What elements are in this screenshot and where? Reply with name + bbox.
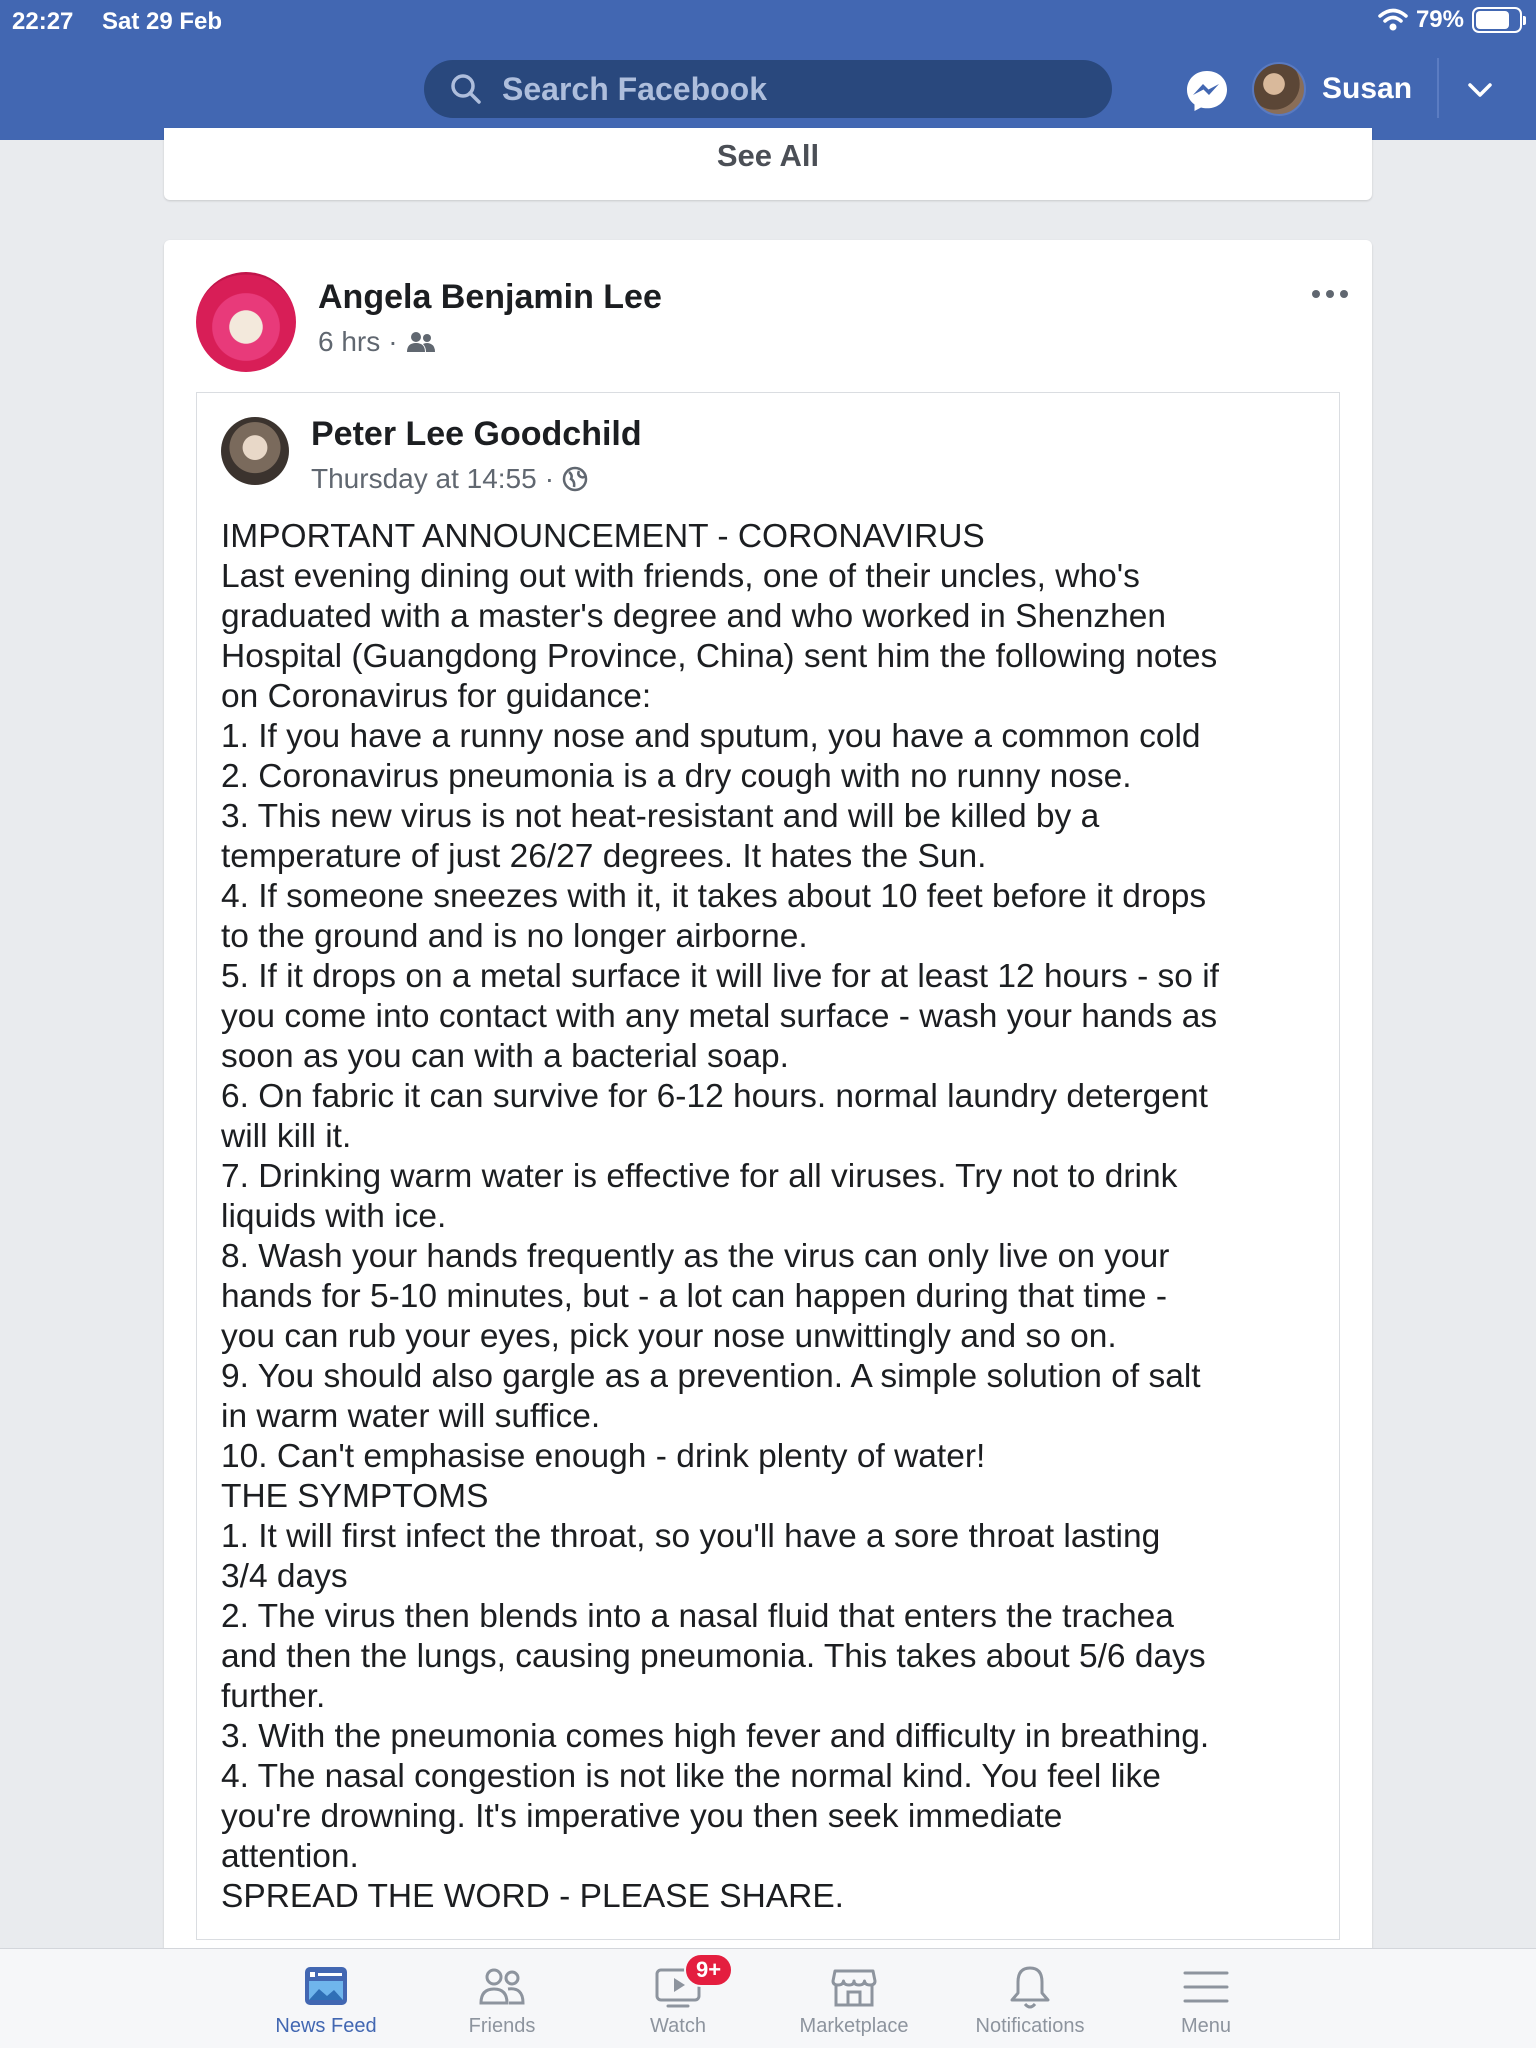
shared-time[interactable]: Thursday at 14:55 <box>311 463 537 494</box>
news-feed-icon <box>302 1963 350 2011</box>
menu-icon <box>1182 1963 1230 2011</box>
messenger-icon[interactable] <box>1184 68 1230 114</box>
tab-label: Menu <box>1180 2015 1232 2037</box>
post-text-line: will kill it. <box>221 1118 352 1155</box>
search-bar[interactable] <box>424 60 1112 118</box>
more-options-icon[interactable] <box>1310 286 1350 302</box>
shared-meta <box>311 463 588 495</box>
post-text-line: 5. If it drops on a metal surface it will live for at least 12 hours - so if <box>221 958 1219 995</box>
tab-label: News Feed <box>275 2015 377 2037</box>
tab-label: Friends <box>468 2015 536 2037</box>
battery-percent: 79% <box>1415 6 1464 33</box>
user-name[interactable]: Susan <box>1322 72 1413 105</box>
search-icon <box>448 71 484 107</box>
post-text-line: 1. If you have a runny nose and sputum, you have a common cold <box>221 718 1201 755</box>
post-text-line: 2. The virus then blends into a nasal fluid that enters the trachea <box>221 1598 1174 1635</box>
tab-label: Marketplace <box>799 2015 909 2037</box>
chevron-down-icon[interactable] <box>1466 76 1494 104</box>
post-text-line: 7. Drinking warm water is effective for all viruses. Try not to drink <box>221 1158 1178 1195</box>
shared-post[interactable] <box>196 392 1340 1940</box>
post-text-line: to the ground and is no longer airborne. <box>221 918 808 955</box>
tab-marketplace[interactable] <box>766 1963 942 2038</box>
tab-notifications[interactable] <box>942 1963 1118 2038</box>
post-text-line: 10. Can't emphasise enough - drink plenty of water! <box>221 1438 986 1475</box>
post-text-line: attention. <box>221 1838 359 1875</box>
post-text-line: 3. With the pneumonia comes high fever and difficulty in breathing. <box>221 1718 1210 1755</box>
post-text-line: 4. If someone sneezes with it, it takes about 10 feet before it drops <box>221 878 1207 915</box>
see-all-button[interactable]: See All <box>716 138 820 173</box>
post-text-line: liquids with ice. <box>221 1198 447 1235</box>
battery-icon <box>1472 7 1522 33</box>
post-meta <box>318 326 436 358</box>
tab-label: Notifications <box>975 2015 1085 2037</box>
post-text-line: 6. On fabric it can survive for 6-12 hours. normal laundry detergent <box>221 1078 1208 1115</box>
notification-badge: 9+ <box>684 1953 733 1987</box>
tab-watch[interactable] <box>590 1957 766 2038</box>
post-text-line: 3. This new virus is not heat-resistant and will be killed by a <box>221 798 1100 835</box>
friends-icon <box>406 330 436 354</box>
top-bar <box>0 0 1536 140</box>
status-right <box>1378 6 1522 34</box>
avatar[interactable] <box>1252 62 1306 116</box>
post-text-line: 4. The nasal congestion is not like the normal kind. You feel like <box>221 1758 1161 1795</box>
post-text-line: further. <box>221 1678 326 1715</box>
post-body <box>221 517 1321 1917</box>
divider <box>1437 58 1439 118</box>
tab-news-feed[interactable] <box>238 1963 414 2038</box>
friends-icon <box>478 1963 526 2011</box>
shared-author[interactable]: Peter Lee Goodchild <box>311 415 642 453</box>
post-text-line: and then the lungs, causing pneumonia. This takes about 5/6 days <box>221 1638 1206 1675</box>
post-text-line: Hospital (Guangdong Province, China) sent him the following notes <box>221 638 1218 675</box>
post-time[interactable]: 6 hrs <box>318 326 381 357</box>
post-text-line: 2. Coronavirus pneumonia is a dry cough with no runny nose. <box>221 758 1132 795</box>
post-text-line: THE SYMPTOMS <box>221 1478 489 1515</box>
post-text-line: 3/4 days <box>221 1558 348 1595</box>
tab-label: Watch <box>650 2015 706 2037</box>
globe-icon <box>562 466 588 492</box>
post-author[interactable]: Angela Benjamin Lee <box>318 278 662 316</box>
post-text-line: IMPORTANT ANNOUNCEMENT - CORONAVIRUS <box>221 518 985 555</box>
post-text-line: Last evening dining out with friends, one of their uncles, who's <box>221 558 1140 595</box>
post-text-line: SPREAD THE WORD - PLEASE SHARE. <box>221 1878 844 1915</box>
post-text-line: temperature of just 26/27 degrees. It hates the Sun. <box>221 838 987 875</box>
meta-separator: · <box>544 463 555 494</box>
feed-post <box>164 240 1372 1960</box>
wifi-icon <box>1378 8 1408 32</box>
bell-icon <box>1006 1963 1054 2011</box>
tab-friends[interactable] <box>414 1963 590 2038</box>
post-text-line: on Coronavirus for guidance: <box>221 678 652 715</box>
tab-menu[interactable] <box>1118 1963 1294 2038</box>
post-text-line: 8. Wash your hands frequently as the virus can only live on your <box>221 1238 1170 1275</box>
post-text-line: you can rub your eyes, pick your nose unwittingly and so on. <box>221 1318 1117 1355</box>
post-text-line: hands for 5-10 minutes, but - a lot can happen during that time - <box>221 1278 1167 1315</box>
meta-separator: · <box>388 326 398 357</box>
post-text-line: you're drowning. It's imperative you then seek immediate <box>221 1798 1063 1835</box>
post-text-line: 9. You should also gargle as a prevention. A simple solution of salt <box>221 1358 1201 1395</box>
author-avatar[interactable] <box>196 272 296 372</box>
shared-author-avatar[interactable] <box>221 417 289 485</box>
post-text-line: you come into contact with any metal surface - wash your hands as <box>221 998 1218 1035</box>
search-input[interactable] <box>502 71 1062 108</box>
status-time: 22:27 <box>12 8 74 35</box>
post-text-line: soon as you can with a bacterial soap. <box>221 1038 789 1075</box>
bottom-nav <box>0 1948 1536 2048</box>
marketplace-icon <box>830 1963 878 2011</box>
post-text-line: 1. It will first infect the throat, so you'll have a sore throat lasting <box>221 1518 1161 1555</box>
post-text-line: in warm water will suffice. <box>221 1398 601 1435</box>
post-text-line: graduated with a master's degree and who worked in Shenzhen <box>221 598 1166 635</box>
status-date: Sat 29 Feb <box>102 8 223 35</box>
previous-card <box>164 128 1372 200</box>
